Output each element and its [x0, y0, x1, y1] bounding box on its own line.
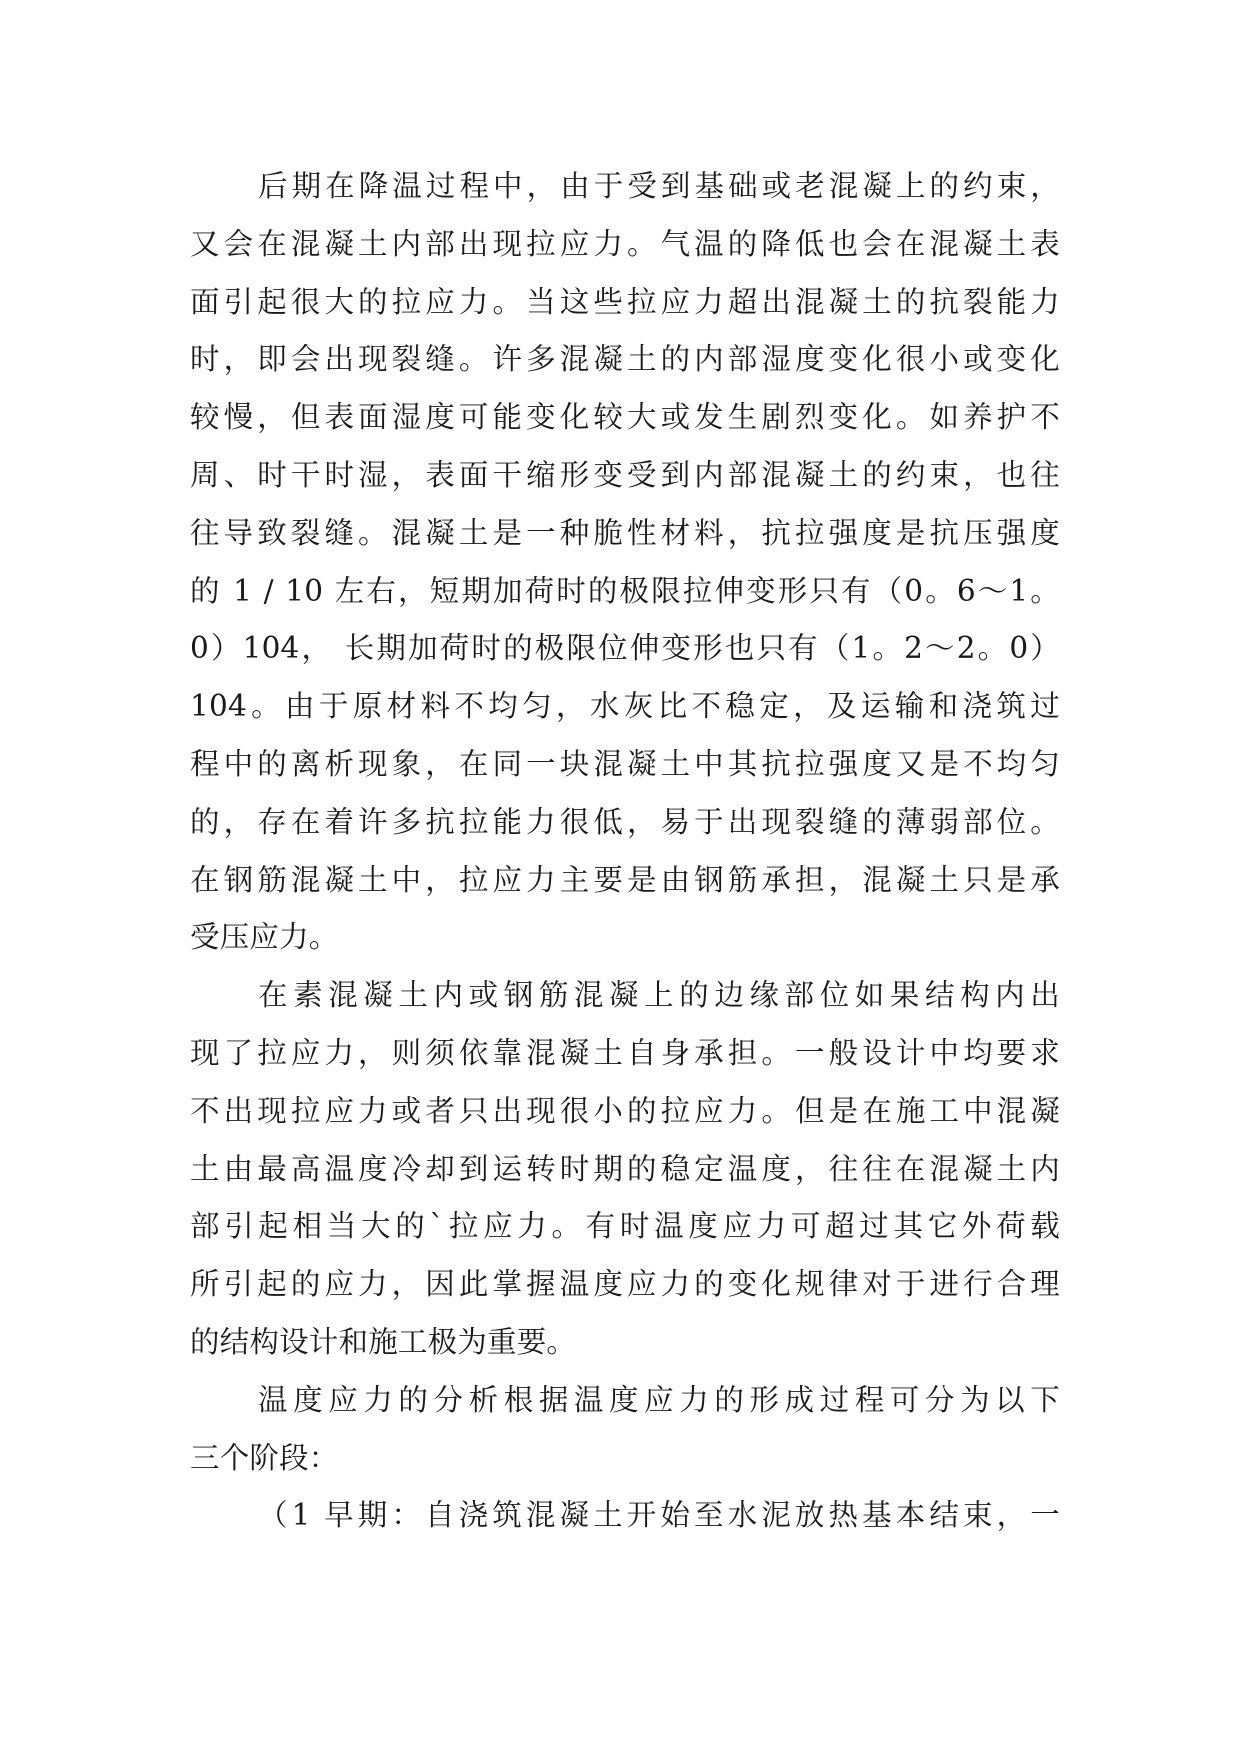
- text-line: 较慢，但表面湿度可能变化较大或发生剧烈变化。如养护不: [190, 400, 1060, 435]
- text-line: 受压应力。: [190, 920, 339, 955]
- text-line: 的 1 / 10 左右，短期加荷时的极限拉伸变形只有（0。6～1。: [190, 573, 1060, 608]
- text-line: 后期在降温过程中，由于受到基础或老混凝上的约束，: [258, 169, 1060, 203]
- text-line: 的，存在着许多抗拉能力很低，易于出现裂缝的薄弱部位。: [190, 804, 1060, 839]
- paragraph: [190, 1372, 1060, 1488]
- text-line: 现了拉应力，则须依靠混凝土自身承担。一般设计中均要求: [190, 1035, 1060, 1070]
- text-line: 不出现拉应力或者只出现很小的拉应力。但是在施工中混凝: [190, 1093, 1060, 1128]
- text-line: 三个阶段：: [190, 1440, 339, 1475]
- text-line: 又会在混凝土内部出现拉应力。气温的降低也会在混凝土表: [190, 226, 1060, 261]
- text-line: 往导致裂缝。混凝土是一种脆性材料，抗拉强度是抗压强度: [190, 515, 1060, 550]
- text-line: 104。由于原材料不均匀，水灰比不稳定，及运输和浇筑过: [190, 689, 1060, 724]
- text-line: 的结构设计和施工极为重要。: [190, 1324, 577, 1359]
- text-line: 程中的离析现象，在同一块混凝土中其抗拉强度又是不均匀: [190, 746, 1060, 781]
- text-line: 在素混凝土内或钢筋混凝上的边缘部位如果结构内出: [258, 978, 1060, 1013]
- text-line: 所引起的应力，因此掌握温度应力的变化规律对于进行合理: [190, 1267, 1060, 1302]
- text-line: 周、时干时湿，表面干缩形变受到内部混凝土的约束，也往: [190, 457, 1060, 492]
- text-line: 面引起很大的拉应力。当这些拉应力超出混凝土的抗裂能力: [190, 284, 1060, 319]
- paragraph: [190, 967, 1060, 1372]
- paragraph: [190, 1487, 1060, 1545]
- text-line: 温度应力的分析根据温度应力的形成过程可分为以下: [258, 1382, 1060, 1417]
- paragraph: [190, 158, 1060, 967]
- text-line: 在钢筋混凝土中，拉应力主要是由钢筋承担，混凝土只是承: [190, 862, 1060, 897]
- text-line: （1 早期：自浇筑混凝土开始至水泥放热基本结束，一: [258, 1498, 1060, 1533]
- body-text: [190, 158, 1060, 1545]
- text-line: 土由最高温度冷却到运转时期的稳定温度，往往在混凝土内: [190, 1151, 1060, 1186]
- text-line: 部引起相当大的`拉应力。有时温度应力可超过其它外荷载: [190, 1209, 1060, 1244]
- text-line: 0）104， 长期加荷时的极限位伸变形也只有（1。2～2。0）: [190, 631, 1060, 666]
- text-line: 时，即会出现裂缝。许多混凝土的内部湿度变化很小或变化: [190, 342, 1060, 377]
